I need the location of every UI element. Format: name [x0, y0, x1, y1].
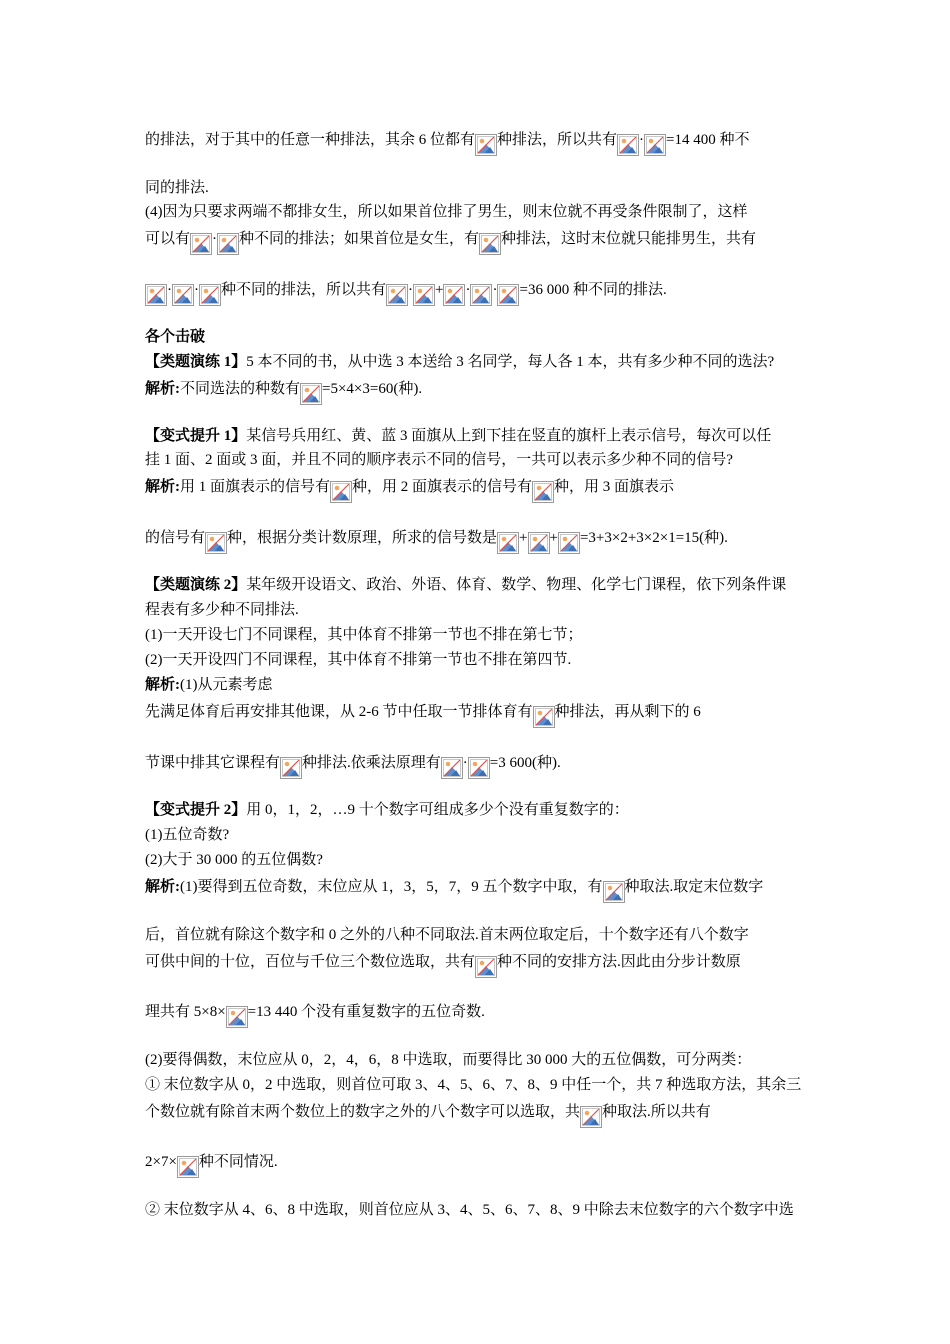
line: 【变式提升 1】某信号兵用红、黄、蓝 3 面旗从上到下挂在竖直的旗杆上表示信号，每次可以任	[145, 428, 772, 444]
line: (4)因为只要求两端不都排女生，所以如果首位排了男生，则末位就不再受条件限制了，这样	[145, 204, 748, 220]
broken-image-icon	[386, 284, 408, 306]
line: 程表有多少种不同排法.	[145, 602, 299, 618]
broken-image-icon	[497, 532, 519, 554]
line: 2×7× 种不同情况.	[145, 1152, 278, 1178]
broken-image-icon	[475, 956, 497, 978]
broken-image-icon	[479, 233, 501, 255]
line: 挂 1 面、2 面或 3 面，并且不同的顺序表示不同的信号，一共可以表示多少种不同的信号?	[145, 452, 733, 468]
line: 的信号有 种，根据分类计数原理，所求的信号数是 + + =3+3×2+3×2×1=15(种).	[145, 528, 728, 554]
line: 同的排法.	[145, 180, 209, 196]
broken-image-icon	[580, 1106, 602, 1128]
line: 可以有 · 种不同的排法；如果首位是女生，有 种排法，这时末位就只能排男生，共有	[145, 229, 756, 255]
line: 理共有 5×8× =13 440 个没有重复数字的五位奇数.	[145, 1002, 485, 1028]
broken-image-icon	[468, 757, 490, 779]
broken-image-icon	[177, 1156, 199, 1178]
line: (2)大于 30 000 的五位偶数?	[145, 852, 323, 868]
line: 【类题演练 1】5 本不同的书，从中选 3 本送给 3 名同学，每人各 1 本，共有多少种不同的选法?	[145, 354, 775, 370]
broken-image-icon	[280, 757, 302, 779]
broken-image-icon	[145, 284, 167, 306]
broken-image-icon	[497, 284, 519, 306]
broken-image-icon	[190, 233, 212, 255]
broken-image-icon	[528, 532, 550, 554]
line: (1)五位奇数?	[145, 827, 230, 843]
broken-image-icon	[441, 757, 463, 779]
broken-image-icon	[532, 481, 554, 503]
line: ② 末位数字从 4、6、8 中选取，则首位应从 3、4、5、6、7、8、9 中除去末位数字的六个数字中选	[145, 1202, 794, 1218]
broken-image-icon	[172, 284, 194, 306]
line: 节课中排其它课程有 种排法.依乘法原理有 · =3 600(种).	[145, 753, 561, 779]
broken-image-icon	[558, 532, 580, 554]
broken-image-icon	[205, 532, 227, 554]
line: 【变式提升 2】用 0，1，2，…9 十个数字可组成多少个没有重复数字的：	[145, 802, 629, 818]
line: (2)一天开设四门不同课程，其中体育不排第一节也不排在第四节.	[145, 652, 572, 668]
line: 解析:不同选法的种数有 =5×4×3=60(种).	[145, 379, 422, 405]
broken-image-icon	[443, 284, 465, 306]
broken-image-icon	[533, 706, 555, 728]
line: · · 种不同的排法，所以共有 · + · · =36 000 种不同的排法.	[145, 280, 667, 306]
line: 【类题演练 2】某年级开设语文、政治、外语、体育、数学、物理、化学七门课程，依下列条件课	[145, 577, 787, 593]
broken-image-icon	[199, 284, 221, 306]
line: 先满足体育后再安排其他课，从 2-6 节中任取一节排体育有 种排法，再从剩下的 6	[145, 702, 701, 728]
line: (1)一天开设七门不同课程，其中体育不排第一节也不排在第七节；	[145, 627, 583, 643]
line: 解析:(1)从元素考虑	[145, 677, 273, 693]
broken-image-icon	[330, 481, 352, 503]
broken-image-icon	[475, 134, 497, 156]
line: 解析:(1)要得到五位奇数，末位应从 1，3，5，7，9 五个数字中取，有 种取法.取定末位数字	[145, 877, 763, 903]
broken-image-icon	[470, 284, 492, 306]
broken-image-icon	[413, 284, 435, 306]
line: 个数位就有除首末两个数位上的数字之外的八个数字可以选取，共 种取法.所以共有	[145, 1102, 711, 1128]
broken-image-icon	[617, 134, 639, 156]
line: ① 末位数字从 0，2 中选取，则首位可取 3、4、5、6、7、8、9 中任一个，共 7 种选取方法，其余三	[145, 1077, 802, 1093]
broken-image-icon	[300, 383, 322, 405]
line: 的排法，对于其中的任意一种排法，其余 6 位都有 种排法，所以共有 · =14 400 种不	[145, 130, 750, 156]
line: 解析:用 1 面旗表示的信号有 种，用 2 面旗表示的信号有 种，用 3 面旗表示	[145, 477, 674, 503]
broken-image-icon	[603, 881, 625, 903]
broken-image-icon	[226, 1006, 248, 1028]
broken-image-icon	[217, 233, 239, 255]
broken-image-icon	[644, 134, 666, 156]
line: (2)要得偶数，末位应从 0，2，4，6，8 中选取，而要得比 30 000 大的五位偶数，可分两类：	[145, 1052, 752, 1068]
line: 可供中间的十位，百位与千位三个数位选取，共有 种不同的安排方法.因此由分步计数原	[145, 952, 741, 978]
section-heading: 各个击破	[145, 329, 206, 345]
line: 后，首位就有除这个数字和 0 之外的八种不同取法.首末两位取定后，十个数字还有八个数字	[145, 927, 749, 943]
